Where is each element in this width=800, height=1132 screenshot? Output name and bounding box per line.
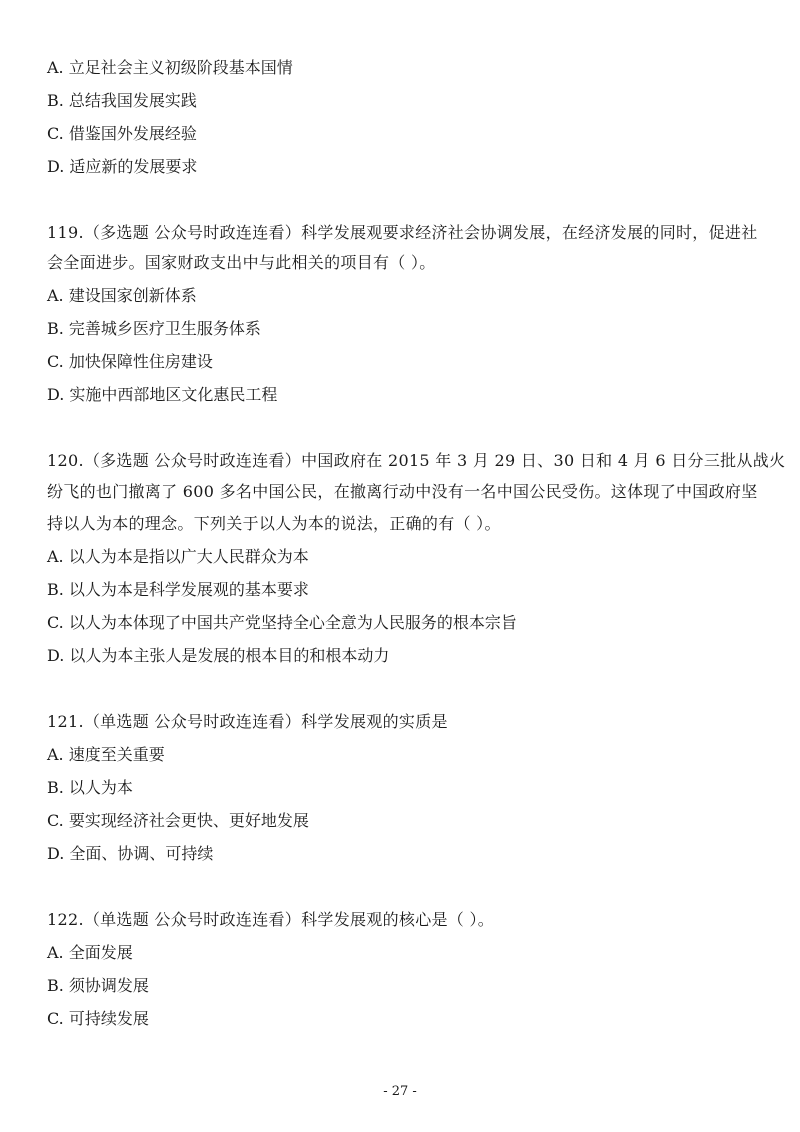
q122-stem-line1: 122.（单选题 公众号时政连连看）科学发展观的核心是（ ）。 bbox=[47, 910, 495, 929]
q121-option-a: A. 速度至关重要 bbox=[47, 745, 165, 764]
top-option-b: B. 总结我国发展实践 bbox=[47, 91, 197, 110]
q119-option-a: A. 建设国家创新体系 bbox=[47, 286, 197, 305]
q119-option-b: B. 完善城乡医疗卫生服务体系 bbox=[47, 319, 261, 338]
q121-option-b: B. 以人为本 bbox=[47, 778, 133, 797]
q122-option-c: C. 可持续发展 bbox=[47, 1009, 149, 1028]
q119-option-d: D. 实施中西部地区文化惠民工程 bbox=[47, 385, 278, 404]
q120-stem-line1: 120.（多选题 公众号时政连连看）中国政府在 2015 年 3 月 29 日、30 日和 4 月 6 日分三批从战火 bbox=[47, 451, 786, 470]
top-option-d: D. 适应新的发展要求 bbox=[47, 157, 198, 176]
q121-option-c: C. 要实现经济社会更快、更好地发展 bbox=[47, 811, 309, 830]
q120-option-a: A. 以人为本是指以广大人民群众为本 bbox=[47, 547, 309, 566]
top-option-a: A. 立足社会主义初级阶段基本国情 bbox=[47, 58, 293, 77]
q120-stem-line3: 持以人为本的理念。下列关于以人为本的说法，正确的有（ ）。 bbox=[47, 514, 501, 533]
q121-option-d: D. 全面、协调、可持续 bbox=[47, 844, 214, 863]
q120-option-d: D. 以人为本主张人是发展的根本目的和根本动力 bbox=[47, 646, 390, 665]
q119-stem-line1: 119.（多选题 公众号时政连连看）科学发展观要求经济社会协调发展，在经济发展的同时，促进社 bbox=[47, 223, 758, 242]
q119-stem-line2: 会全面进步。国家财政支出中与此相关的项目有（ ）。 bbox=[47, 253, 436, 272]
q120-option-c: C. 以人为本体现了中国共产党坚持全心全意为人民服务的根本宗旨 bbox=[47, 613, 517, 632]
q122-option-a: A. 全面发展 bbox=[47, 943, 133, 962]
q121-stem-line1: 121.（单选题 公众号时政连连看）科学发展观的实质是 bbox=[47, 712, 448, 731]
q120-stem-line2: 纷飞的也门撤离了 600 多名中国公民，在撤离行动中没有一名中国公民受伤。这体现了中国政府坚 bbox=[47, 482, 758, 501]
q120-option-b: B. 以人为本是科学发展观的基本要求 bbox=[47, 580, 309, 599]
q122-option-b: B. 须协调发展 bbox=[47, 976, 149, 995]
top-option-c: C. 借鉴国外发展经验 bbox=[47, 124, 197, 143]
page-number: - 27 - bbox=[383, 1084, 417, 1099]
q119-option-c: C. 加快保障性住房建设 bbox=[47, 352, 213, 371]
